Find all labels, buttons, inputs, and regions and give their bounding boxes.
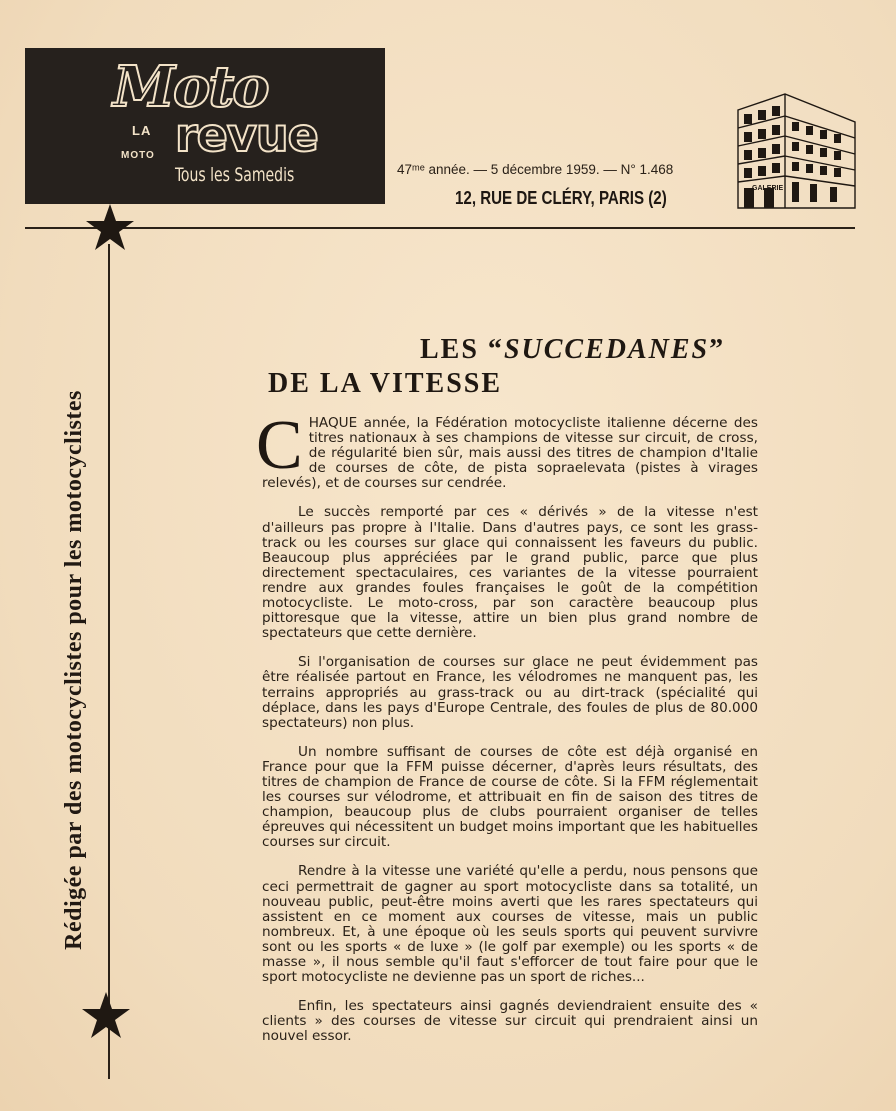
- title-keyword: SUCCEDANES: [503, 334, 710, 365]
- logo-moto-small-text: MOTO: [121, 150, 155, 161]
- publisher-address: 12, RUE DE CLÉRY, PARIS (2): [455, 188, 667, 208]
- drop-cap: C: [256, 407, 303, 484]
- masthead: [25, 48, 385, 204]
- side-slogan: [55, 380, 105, 960]
- article-paragraph: Enfin, les spectateurs ainsi gagnés deviendraient ensuite des « clients » des courses de vitesse sur circuit qui prendraient ainsi un nouvel essor.: [262, 998, 758, 1045]
- masthead-tagline: Tous les Samedis: [175, 164, 295, 186]
- star-ornament-bottom: [80, 990, 132, 1042]
- article-title-line1: [420, 334, 725, 366]
- logo-revue-text: revue: [175, 108, 318, 162]
- article-paragraph: Le succès remporté par ces « dérivés » de la vitesse n'est d'ailleurs pas propre à l'Italie. Dans d'autres pays, ce sont les grass-track ou les courses sur glace qui connaissent les faveurs du public. Beaucoup plus appréciées par le grand public, parce que plus directement spectaculaires, ces variantes de la vitesse pourraient rendre aux grandes foules françaises le goût de la compétition motocycliste. Le moto-cross, par son caractère beaucoup plus pittoresque que la vitesse, attire un bien plus grand nombre de spectateurs que cette dernière.: [262, 504, 758, 642]
- article-paragraph: Un nombre suffisant de courses de côte est déjà organisé en France pour que la FFM puisse décerner, d'après leurs résultats, des titres de champion de France de course de côte. Si la FFM réglementait les courses sur vélodrome, et attribuait en fin de saison des titres de champion, beaucoup plus de clubs pourraient organiser de telles épreuves qui nécessitent un budget moins important que les habituelles courses sur circuit.: [262, 743, 758, 851]
- title-quote-open: LES “: [420, 334, 504, 365]
- article-paragraph: [256, 407, 758, 492]
- building-sign: GALERIE: [752, 185, 784, 192]
- side-slogan-text: Rédigée par des motocyclistes pour les motocyclistes: [61, 390, 87, 950]
- logo-la-text: LA: [132, 123, 152, 138]
- article-paragraph: Rendre à la vitesse une variété qu'elle a perdu, nous pensons que ceci permettrait de gagner au sport motocycliste dans sa totalité, un nouveau public, peut-être moins averti que les rares spectateurs qui assistent en ce moment aux courses de vitesse, mais un public nombreux. Et, à une époque où les seuls sports qui peuvent survivre sont ou les sports « de luxe » (le golf par exemple) ou les sports « de masse », il nous semble qu'il faut s'efforcer de tout faire pour que le sport motocycliste ne devienne pas un sport de riches...: [262, 863, 758, 986]
- issue-info: 47ᵐᵉ année. — 5 décembre 1959. — N° 1.468: [397, 162, 674, 177]
- horizontal-rule: [25, 227, 855, 229]
- title-quote-close: ”: [709, 334, 726, 365]
- building-illustration: [730, 92, 860, 210]
- article-paragraph: Si l'organisation de courses sur glace ne peut évidemment pas être réalisée partout en France, les vélodromes ne manquent pas, les terrains appropriés au grass-track ou au dirt-track (spécialité qui déplace, dans les pays d'Europe Centrale, des foules de plus de 80.000 spectateurs) non plus.: [262, 654, 758, 731]
- paragraph-text: HAQUE année, la Fédération motocycliste italienne décerne des titres nationaux à ses champions de vitesse sur circuit, de cross, de régularité bien sûr, mais aussi des titres de champion d'Italie de courses de côte, de pista sopraelevata (pistes à virages relevés), et de courses sur cendrée.: [262, 415, 758, 492]
- star-ornament-top: [84, 202, 136, 254]
- article-body: [256, 407, 758, 1058]
- vertical-rule: [108, 244, 110, 1079]
- article-title-line2: DE LA VITESSE: [268, 368, 503, 399]
- logo-moto-text: Moto: [113, 54, 268, 120]
